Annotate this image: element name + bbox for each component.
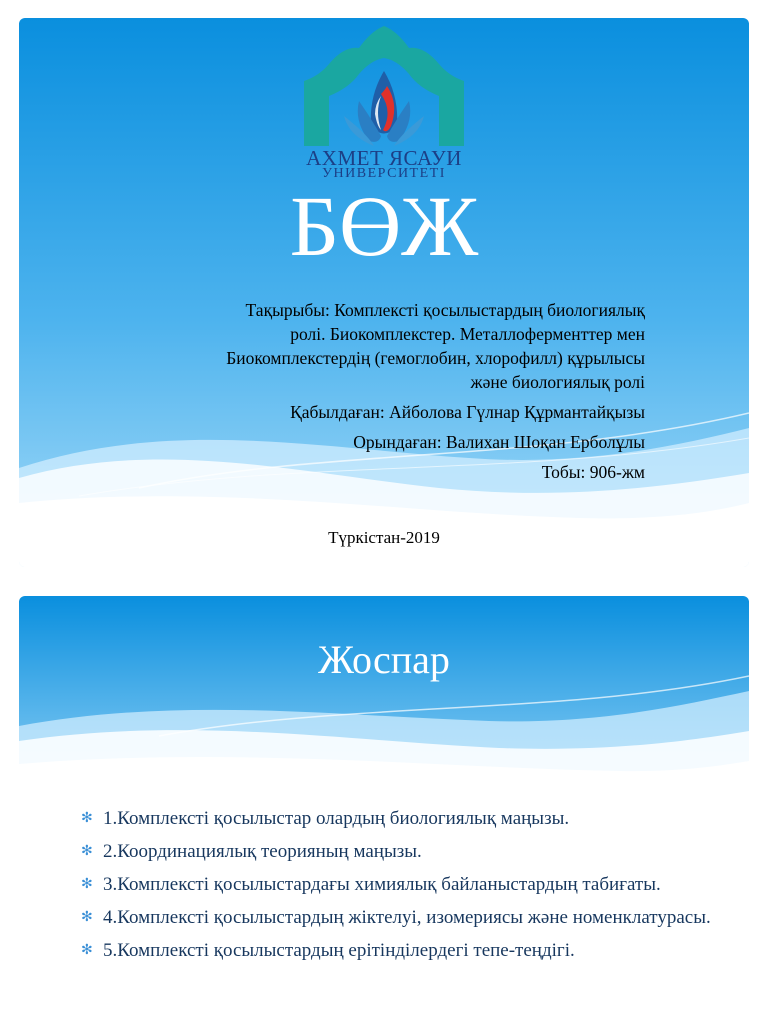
list-item	[81, 806, 721, 832]
list-item	[81, 839, 721, 865]
list-item	[81, 905, 721, 931]
plan-list	[81, 806, 721, 971]
list-item	[81, 872, 721, 898]
accepted-by: Қабылдаған: Айболова Гүлнар Құрмантайқызы	[290, 402, 645, 422]
list-item-text: 4.Комплексті қосылыстардың жіктелуі, изомериясы және номенклатурасы.	[103, 907, 711, 928]
topic-line: Биокомплекстердің (гемоглобин, хлорофилл) құрылысы	[226, 348, 645, 368]
asterisk-bullet-icon: ✻	[81, 943, 93, 958]
plan-slide	[19, 596, 749, 1024]
asterisk-bullet-icon: ✻	[81, 877, 93, 892]
asterisk-bullet-icon: ✻	[81, 844, 93, 859]
list-item-text: 5.Комплексті қосылыстардың ерітінділердегі тепе-теңдігі.	[103, 940, 575, 961]
slide1-title: БӨЖ	[289, 178, 479, 274]
topic-line: және биологиялық ролі	[470, 372, 645, 392]
asterisk-bullet-icon: ✻	[81, 910, 93, 925]
list-item-text: 2.Координациялық теорияның маңызы.	[103, 841, 422, 862]
title-slide	[19, 18, 749, 567]
topic-block	[119, 298, 645, 484]
performed-by: Орындаған: Валихан Шоқан Ерболұлы	[353, 432, 645, 452]
group: Тобы: 906-жм	[541, 462, 645, 482]
logo-university-name: АХМЕТ ЯСАУИ	[306, 146, 462, 170]
list-item	[81, 938, 721, 964]
asterisk-bullet-icon: ✻	[81, 811, 93, 826]
slide2-title: Жоспар	[318, 637, 450, 682]
city-year: Түркістан-2019	[328, 528, 440, 547]
list-item-text: 3.Комплексті қосылыстардағы химиялық байланыстардың табиғаты.	[103, 874, 661, 895]
logo-university-subtitle: УНИВЕРСИТЕТІ	[322, 166, 446, 181]
list-item-text: 1.Комплексті қосылыстар олардың биологиялық маңызы.	[103, 808, 570, 829]
slide2-header-background	[19, 596, 749, 796]
topic-line: ролі. Биокомплекстер. Металлоферменттер мен	[290, 324, 645, 344]
topic-line: Тақырыбы: Комплексті қосылыстардың биологиялық	[245, 300, 645, 320]
